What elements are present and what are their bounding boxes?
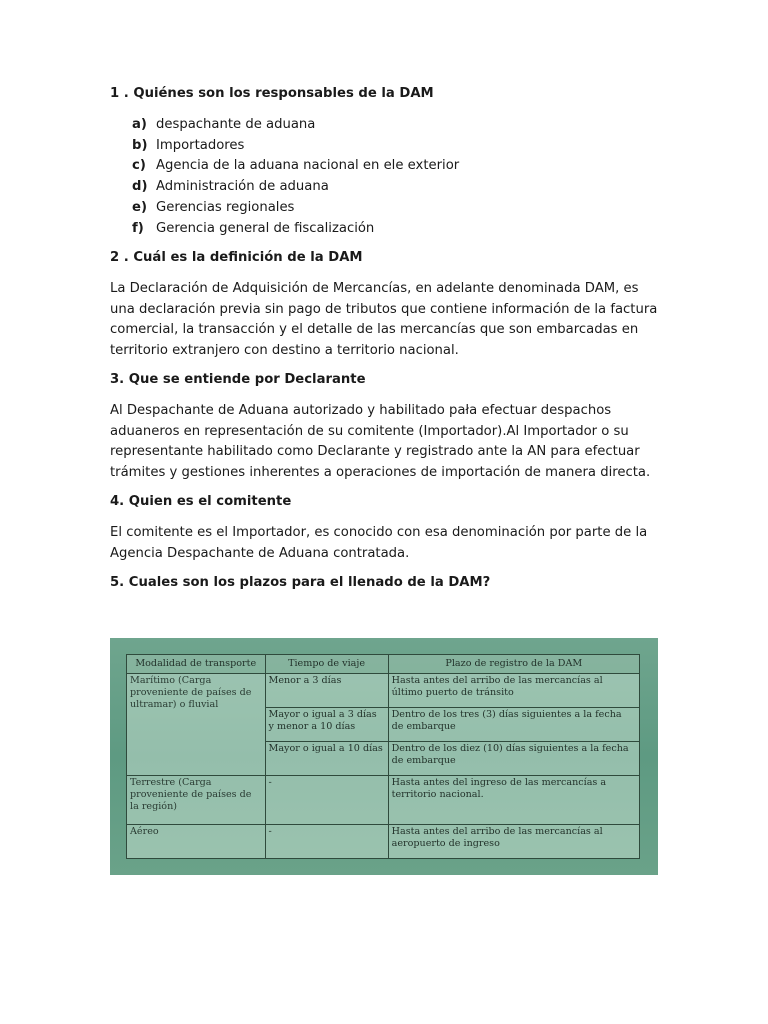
question-3-title: 3. Que se entiende por Declarante [110,372,366,388]
question-1-title: 1 . Quiénes son los responsables de la DAM [110,86,434,101]
option-letter: b) [132,137,148,153]
question-4-title: 4. Quien es el comitente [110,494,292,510]
question-2-answer: La Declaración de Adquisición de Mercancías, en adelante denominada DAM, es una declaración previa sin pago de tributos que contiene información de la factura comercial, la transacción y el detalle de las mercancías que son embarcadas en territorio extranjero con destino a territorio nacional. [110,281,658,358]
option-c [110,156,658,177]
table-row [127,824,640,858]
plazos-table [126,654,640,859]
option-e [110,198,658,219]
cell-plazo: Dentro de los tres (3) días siguientes a la fecha de embarque [388,707,639,741]
option-text: Gerencia general de fiscalización [156,220,375,236]
cell-plazo: Dentro de los diez (10) días siguientes a la fecha de embarque [388,741,639,775]
question-3-answer: Al Despachante de Aduana autorizado y habilitado pała efectuar despachos aduaneros en representación de su comitente (Importador).Al Importador o su representante habilitado como Declarante y registrado ante la AN para efectuar trámites y gestiones inherentes a operaciones de importación de manera directa. [110,403,651,480]
question-4-answer: El comitente es el Importador, es conocido con esa denominación por parte de la Agencia Despachante de Aduana contratada. [110,525,648,561]
option-d [110,177,658,198]
option-text: Administración de aduana [156,179,329,195]
option-text: Gerencias regionales [156,199,295,215]
option-text: despachante de aduana [156,117,316,132]
cell-tiempo: Mayor o igual a 10 días [265,741,388,775]
cell-modalidad-maritimo: Marítimo (Carga proveniente de países de ultramar) o fluvial [127,673,266,775]
question-1-options [110,115,658,239]
document-body [110,85,658,604]
cell-tiempo: Mayor o igual a 3 días y menor a 10 días [265,707,388,741]
cell-modalidad-terrestre: Terrestre (Carga proveniente de países de la región) [127,775,266,824]
option-b [110,136,658,157]
header-tiempo: Tiempo de viaje [265,655,388,674]
cell-tiempo: - [265,775,388,824]
option-letter: a) [132,117,147,132]
option-letter: c) [132,158,146,174]
option-letter: e) [132,199,147,215]
cell-plazo: Hasta antes del arribo de las mercancías al último puerto de tránsito [388,673,639,707]
table-header-row [127,655,640,674]
cell-tiempo: - [265,824,388,858]
table-row [127,673,640,707]
question-5-title: 5. Cuales son los plazos para el llenado de la DAM? [110,575,491,591]
option-text: Importadores [156,137,245,153]
header-plazo: Plazo de registro de la DAM [388,655,639,674]
cell-plazo: Hasta antes del arribo de las mercancías al aeropuerto de ingreso [388,824,639,858]
option-letter: d) [132,179,148,195]
cell-tiempo: Menor a 3 días [265,673,388,707]
option-letter: f) [132,220,144,236]
question-2-title: 2 . Cuál es la definición de la DAM [110,250,363,266]
option-text: Agencia de la aduana nacional en ele exterior [156,158,460,174]
table-row [127,775,640,824]
option-f [110,219,658,240]
cell-modalidad-aereo: Aéreo [127,824,266,858]
header-modalidad: Modalidad de transporte [127,655,266,674]
table-photo [110,638,658,875]
cell-plazo: Hasta antes del ingreso de las mercancías a territorio nacional. [388,775,639,824]
option-a [110,115,658,136]
